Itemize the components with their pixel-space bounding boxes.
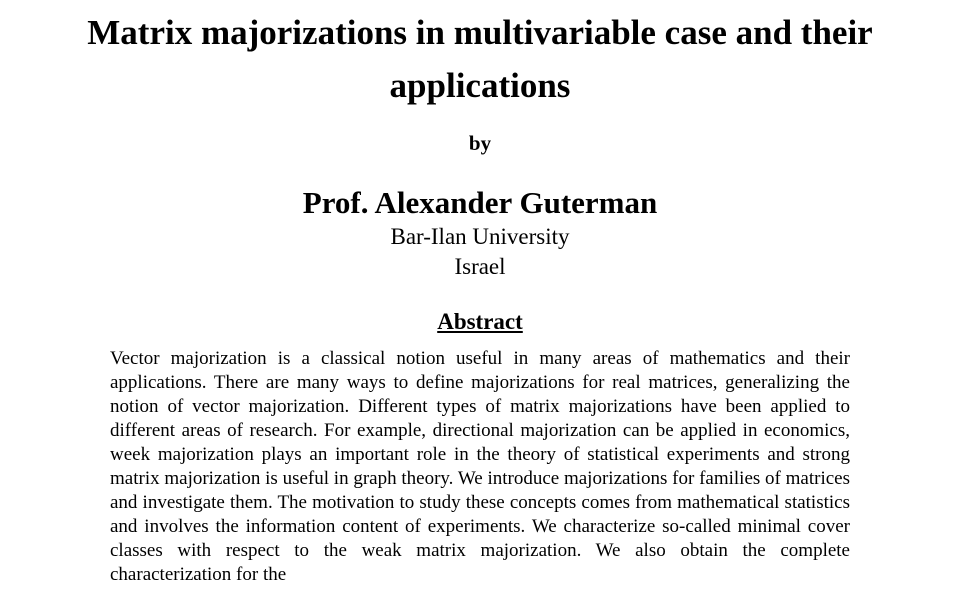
author-name: Prof. Alexander Guterman	[302, 185, 658, 220]
abstract-body: Vector majorization is a classical notion useful in many areas of mathematics and their applications. There are many ways to define majorizations for real matrices, generalizing the notion of vector majorization. Different types of matrix majorizations have been applied to different areas of research. For example, directional majorization can be applied in economics, week majorization plays an important role in the theory of statistical experiments and strong matrix majorization is useful in graph theory. We introduce majorizations for families of matrices and investigate them. The motivation to study these concepts comes from mathematical statistics and involves the information content of experiments. We characterize so-called minimal cover classes with respect to the weak matrix majorization. We also obtain the complete characterization for the	[110, 348, 850, 585]
author-affiliation: Bar-Ilan University	[390, 224, 570, 249]
author-country: Israel	[454, 254, 506, 279]
abstract-heading: Abstract	[437, 309, 523, 334]
by-line: by	[468, 131, 492, 155]
document-title: Matrix majorizations in multivariable case and their applications	[87, 13, 873, 105]
